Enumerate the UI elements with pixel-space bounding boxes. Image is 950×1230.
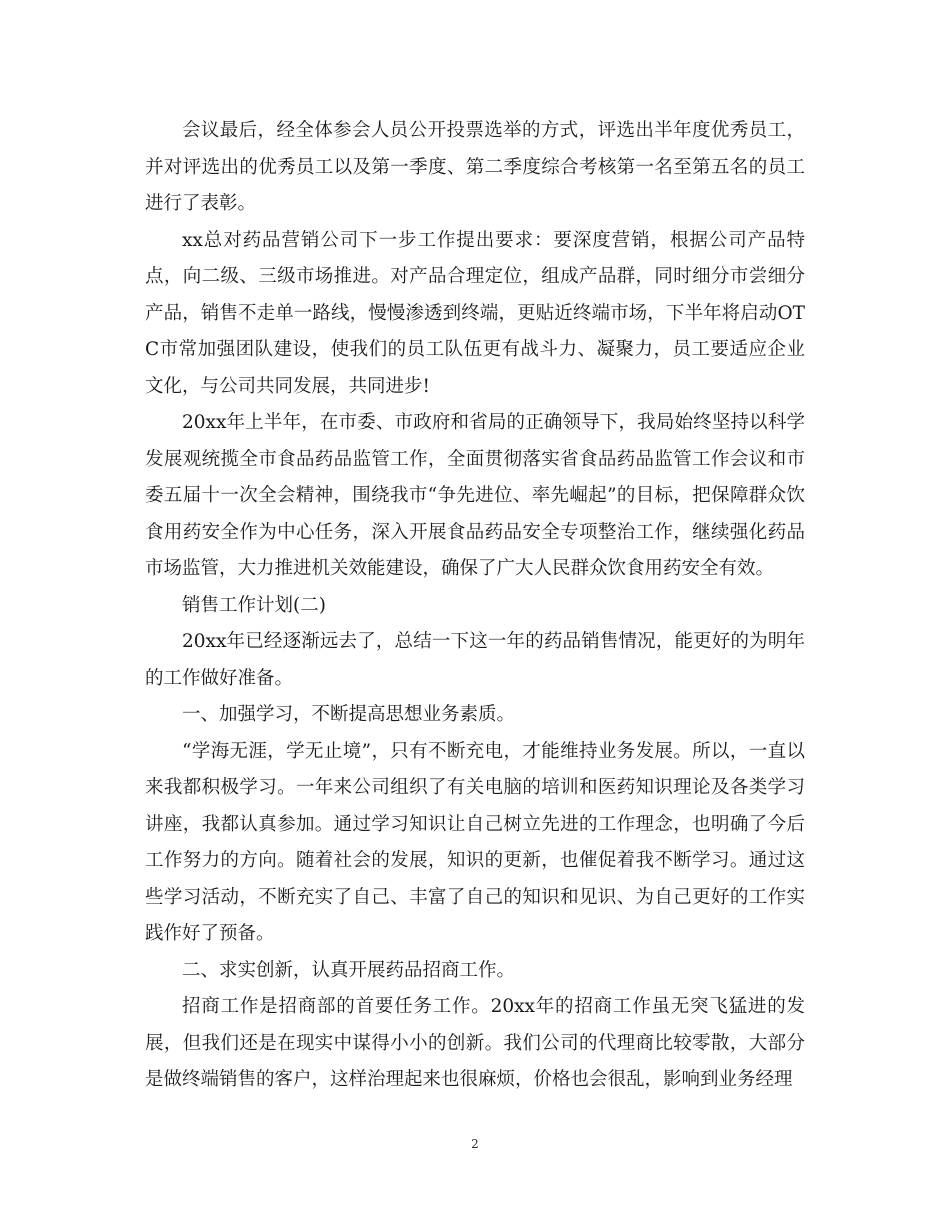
paragraph-investment-details: 招商工作是招商部的首要任务工作。20xx年的招商工作虽无突飞猛进的发展，但我们还是在现实中谋得小小的创新。我们公司的代理商比较零散，大部分是做终端销售的客户，这样治理起来也很麻烦，价格也会很乱，影响到业务经理 [145, 996, 805, 1090]
paragraph-meeting-commendation: 会议最后，经全体参会人员公开投票选举的方式，评选出半年度优秀员工，并对评选出的优秀员工以及第一季度、第二季度综合考核第一名至第五名的员工进行了表彰。 [145, 120, 805, 214]
paragraph-year-review-intro: 20xx年已经逐渐远去了，总结一下这一年的药品销售情况，能更好的为明年的工作做好准备。 [145, 631, 805, 689]
paragraph-half-year-summary: 20xx年上半年，在市委、市政府和省局的正确领导下，我局始终坚持以科学发展观统揽全市食品药品监管工作，全面贯彻落实省食品药品监管工作会议和市委五届十一次全会精神，围绕我市“争先进位、率先崛起”的目标，把保障群众饮食用药安全作为中心任务，深入开展食品药品安全专项整治工作，继续强化药品市场监管，大力推进机关效能建设，确保了广大人民群众饮食用药安全有效。 [145, 412, 805, 579]
section-title-sales-plan-2: 销售工作计划(二) [182, 594, 326, 616]
paragraph-learning-details: “学海无涯，学无止境”，只有不断充电，才能维持业务发展。所以，一直以来我都积极学习。一年来公司组织了有关电脑的培训和医药知识理论及各类学习讲座，我都认真参加。通过学习知识让自己树立先进的工作理念，也明确了今后工作努力的方向。随着社会的发展，知识的更新，也催促着我不断学习。通过这些学习活动，不断充实了自己、丰富了自己的知识和见识、为自己更好的工作实践作好了预备。 [145, 740, 805, 944]
paragraph-marketing-requirements: xx总对药品营销公司下一步工作提出要求：要深度营销，根据公司产品特点，向二级、三级市场推进。对产品合理定位，组成产品群，同时细分市尝细分产品，销售不走单一路线，慢慢渗透到终端，更贴近终端市场，下半年将启动OTC市常加强团队建设，使我们的员工队伍更有战斗力、凝聚力，员工要适应企业文化，与公司共同发展，共同进步! [145, 229, 805, 397]
heading-strengthen-learning: 一、加强学习，不断提高思想业务素质。 [182, 704, 516, 725]
heading-investment-work: 二、求实创新，认真开展药品招商工作。 [182, 959, 516, 981]
page-number: 2 [471, 1137, 479, 1151]
document-body [145, 113, 805, 1099]
